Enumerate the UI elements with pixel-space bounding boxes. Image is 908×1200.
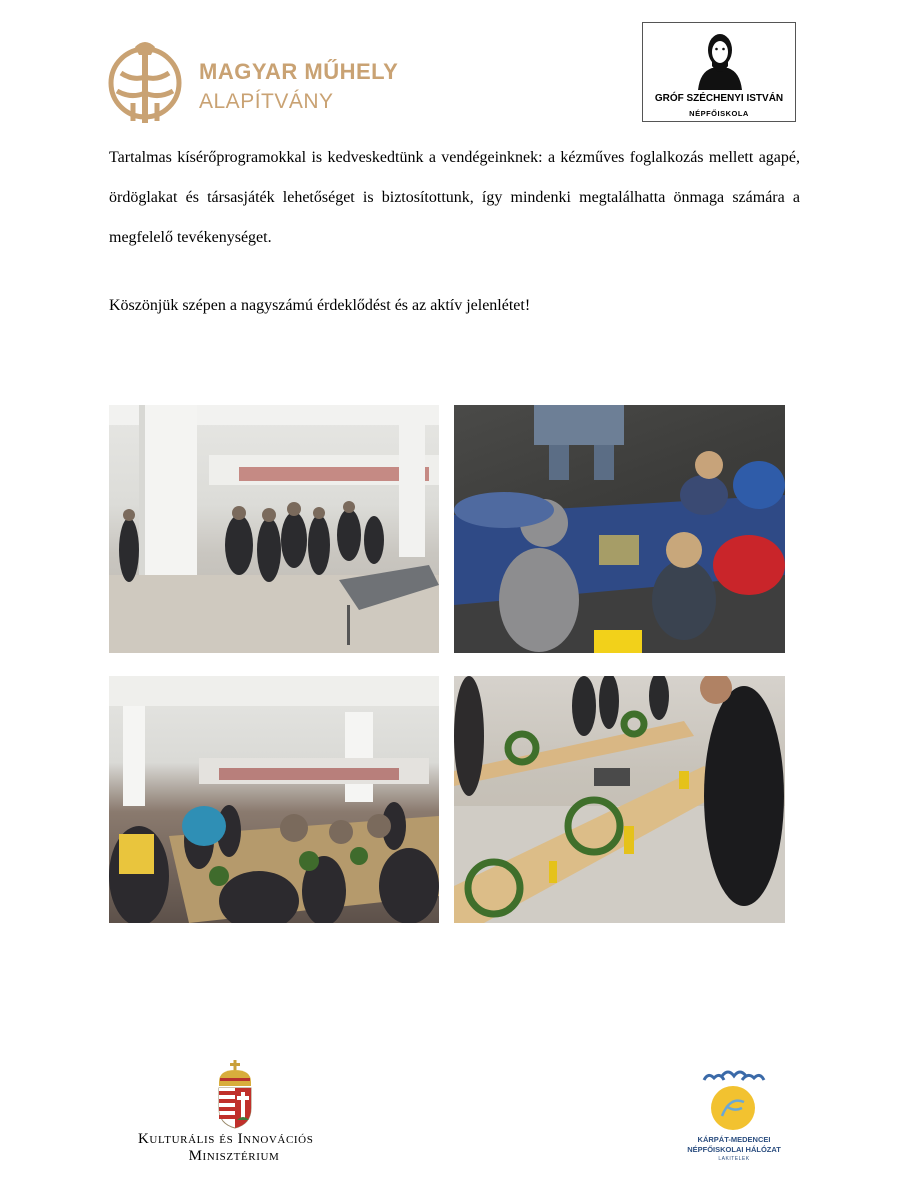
szechenyi-logo (642, 22, 796, 122)
szechenyi-portrait-icon (692, 26, 748, 90)
photo-advent-wreaths (454, 676, 785, 923)
magyar-muhely-emblem-icon (107, 33, 187, 129)
photo-wreath-making-hall (109, 676, 439, 923)
paragraph-thanks: Köszönjük szépen a nagyszámú érdeklődést és az aktív jelenlétet! (109, 297, 531, 314)
magyar-muhely-name: MAGYAR MŰHELY (199, 59, 399, 84)
photo-hall-crowd (109, 405, 439, 653)
karpat-medencei-network-logo-icon (700, 1068, 766, 1134)
photo-children-playing (454, 405, 785, 653)
network-name-line1: KÁRPÁT-MEDENCEI (697, 1135, 771, 1144)
network-name-line2: NÉPFŐISKOLAI HÁLÓZAT (687, 1145, 781, 1154)
szechenyi-name: GRÓF SZÉCHENYI ISTVÁN (654, 93, 784, 104)
szechenyi-subtitle: NÉPFŐISKOLA (689, 109, 749, 118)
network-location: LAKITELEK (718, 1156, 750, 1162)
magyar-muhely-subtitle: ALAPÍTVÁNY (199, 90, 334, 113)
magyar-muhely-logo (107, 33, 407, 129)
hungarian-coat-of-arms-icon (215, 1060, 255, 1130)
paragraph-programs: Tartalmas kísérőprogramokkal is kedveskedtünk a vendégeinknek: a kézműves foglalkozás mellett agapé, ördöglakat és társasjáték lehetőséget is biztosítottunk, így mindenki megtalálhatta önmaga számára a megfelelő tevékenységet. (109, 149, 800, 246)
ministry-name-line1: Kulturális és Innovációs (138, 1131, 314, 1147)
ministry-name-line2: Minisztérium (188, 1148, 280, 1164)
